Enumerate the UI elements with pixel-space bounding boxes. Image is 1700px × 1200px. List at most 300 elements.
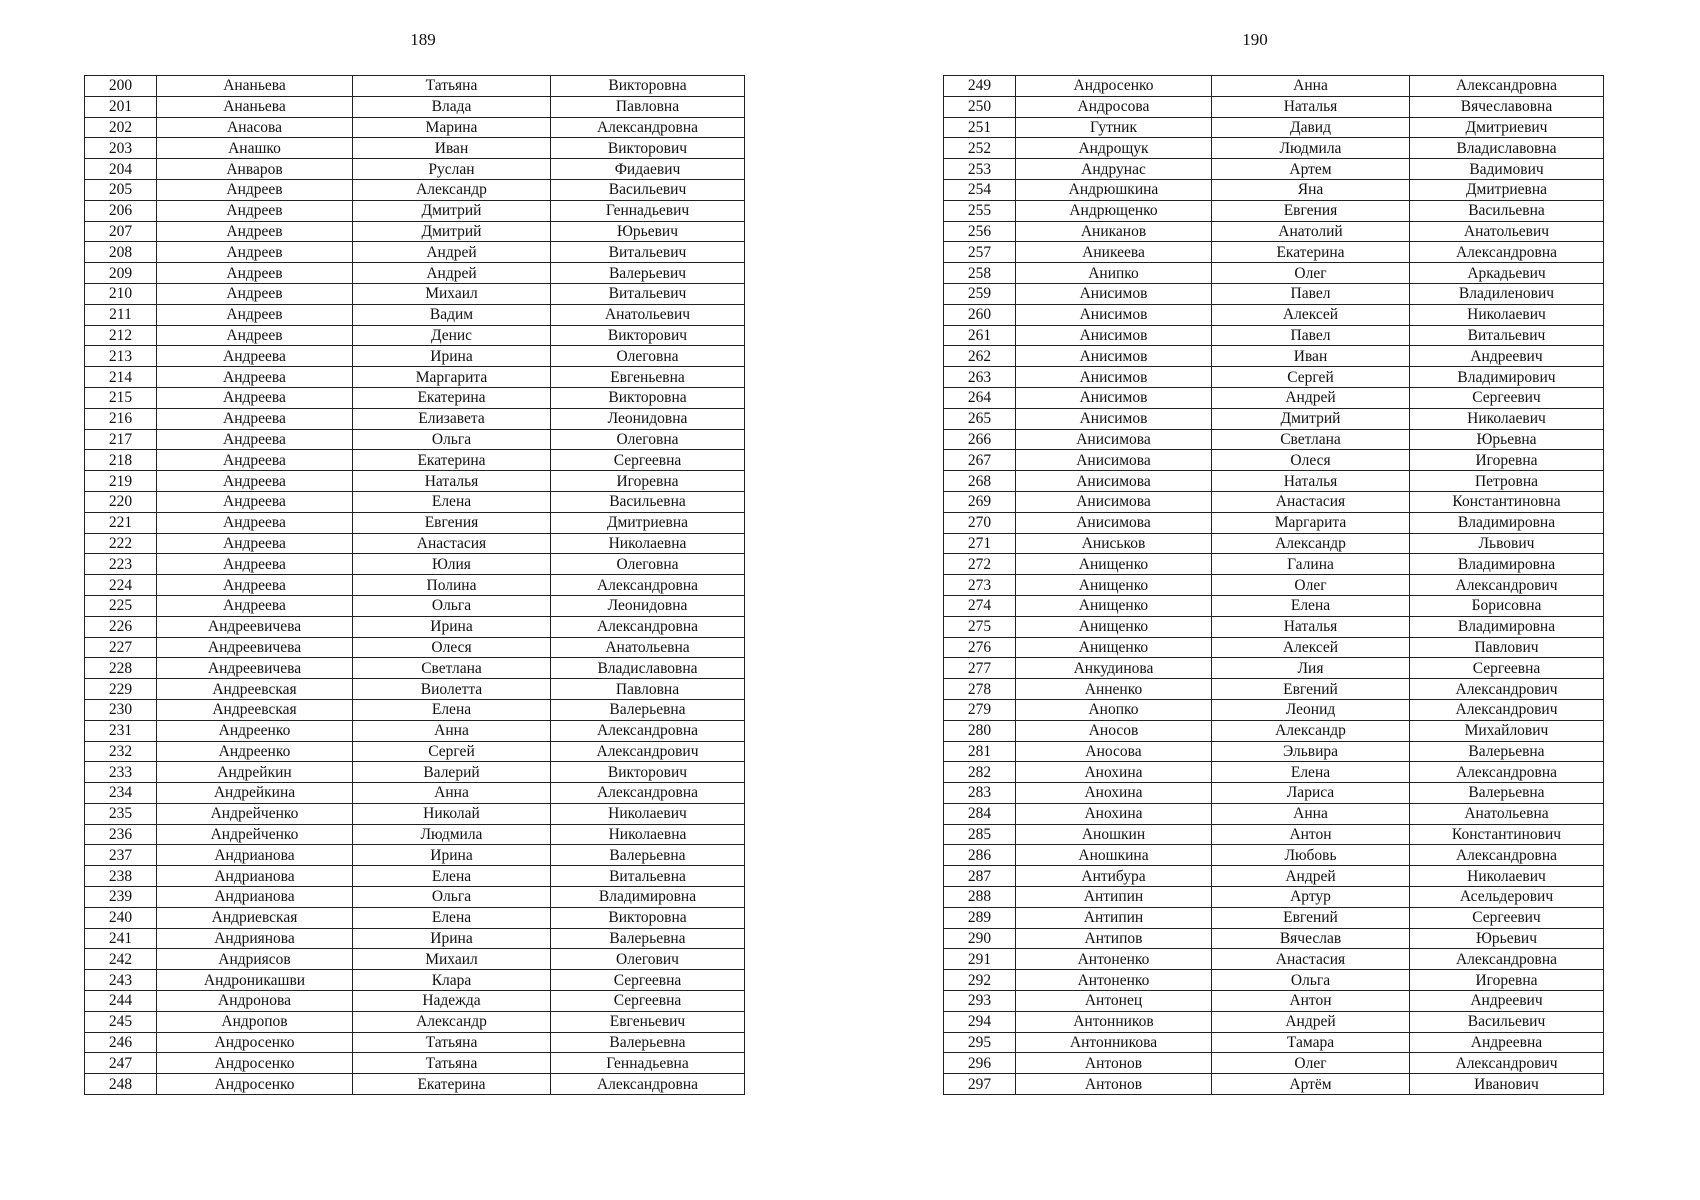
surname-cell: Андрейченко	[157, 824, 353, 845]
surname-cell: Андропов	[157, 1011, 353, 1032]
table-row	[85, 96, 745, 117]
first-name-cell: Анастасия	[1212, 949, 1410, 970]
first-name-cell: Анастасия	[353, 533, 551, 554]
row-number-cell: 278	[944, 679, 1016, 700]
row-number-cell: 236	[85, 824, 157, 845]
table-row	[944, 595, 1604, 616]
patronymic-cell: Владиславовна	[551, 658, 745, 679]
table-row	[85, 949, 745, 970]
surname-cell: Антипин	[1016, 907, 1212, 928]
patronymic-cell: Викторович	[551, 325, 745, 346]
patronymic-cell: Аркадьевич	[1410, 263, 1604, 284]
surname-cell: Анищенко	[1016, 616, 1212, 637]
first-name-cell: Елена	[353, 907, 551, 928]
row-number-cell: 244	[85, 991, 157, 1012]
table-row	[944, 803, 1604, 824]
surname-cell: Андреева	[157, 471, 353, 492]
surname-cell: Андреевичева	[157, 637, 353, 658]
table-row	[85, 720, 745, 741]
first-name-cell: Вячеслав	[1212, 928, 1410, 949]
row-number-cell: 234	[85, 783, 157, 804]
patronymic-cell: Николаевна	[551, 533, 745, 554]
patronymic-cell: Игоревна	[551, 471, 745, 492]
surname-cell: Андреев	[157, 242, 353, 263]
table-row	[944, 637, 1604, 658]
table-row	[85, 991, 745, 1012]
patronymic-cell: Дмитриевич	[1410, 117, 1604, 138]
patronymic-cell: Александровна	[551, 783, 745, 804]
table-row	[944, 491, 1604, 512]
patronymic-cell: Васильевна	[551, 491, 745, 512]
first-name-cell: Екатерина	[353, 450, 551, 471]
surname-cell: Андреев	[157, 304, 353, 325]
row-number-cell: 243	[85, 970, 157, 991]
surname-cell: Андреев	[157, 283, 353, 304]
surname-cell: Андрунас	[1016, 159, 1212, 180]
patronymic-cell: Петровна	[1410, 471, 1604, 492]
table-row	[944, 533, 1604, 554]
surname-cell: Анашко	[157, 138, 353, 159]
patronymic-cell: Валерьевна	[1410, 783, 1604, 804]
first-name-cell: Наталья	[353, 471, 551, 492]
first-name-cell: Яна	[1212, 179, 1410, 200]
patronymic-cell: Витальевич	[1410, 325, 1604, 346]
row-number-cell: 224	[85, 575, 157, 596]
first-name-cell: Светлана	[1212, 429, 1410, 450]
first-name-cell: Ольга	[353, 887, 551, 908]
row-number-cell: 254	[944, 179, 1016, 200]
patronymic-cell: Сергеевна	[551, 991, 745, 1012]
first-name-cell: Дмитрий	[353, 221, 551, 242]
patronymic-cell: Валерьевна	[551, 845, 745, 866]
first-name-cell: Екатерина	[353, 387, 551, 408]
row-number-cell: 220	[85, 491, 157, 512]
table-row	[944, 221, 1604, 242]
first-name-cell: Надежда	[353, 991, 551, 1012]
patronymic-cell: Николаевич	[1410, 866, 1604, 887]
table-row	[944, 387, 1604, 408]
surname-cell: Анненко	[1016, 679, 1212, 700]
first-name-cell: Иван	[1212, 346, 1410, 367]
table-row	[944, 824, 1604, 845]
patronymic-cell: Владиславовна	[1410, 138, 1604, 159]
row-number-cell: 228	[85, 658, 157, 679]
row-number-cell: 286	[944, 845, 1016, 866]
surname-cell: Анисимов	[1016, 283, 1212, 304]
row-number-cell: 290	[944, 928, 1016, 949]
table-row	[85, 824, 745, 845]
row-number-cell: 264	[944, 387, 1016, 408]
surname-cell: Антонников	[1016, 1011, 1212, 1032]
table-row	[944, 1053, 1604, 1074]
table-row	[944, 866, 1604, 887]
patronymic-cell: Андреевна	[1410, 1032, 1604, 1053]
patronymic-cell: Анатольевна	[1410, 803, 1604, 824]
patronymic-cell: Игоревна	[1410, 970, 1604, 991]
row-number-cell: 222	[85, 533, 157, 554]
first-name-cell: Артём	[1212, 1074, 1410, 1095]
first-name-cell: Александр	[1212, 720, 1410, 741]
first-name-cell: Александр	[1212, 533, 1410, 554]
patronymic-cell: Сергеевич	[1410, 907, 1604, 928]
surname-cell: Антоненко	[1016, 970, 1212, 991]
row-number-cell: 289	[944, 907, 1016, 928]
table-row	[944, 1074, 1604, 1095]
row-number-cell: 227	[85, 637, 157, 658]
row-number-cell: 215	[85, 387, 157, 408]
row-number-cell: 257	[944, 242, 1016, 263]
row-number-cell: 265	[944, 408, 1016, 429]
patronymic-cell: Владимировна	[1410, 512, 1604, 533]
first-name-cell: Олег	[1212, 575, 1410, 596]
table-row	[944, 138, 1604, 159]
first-name-cell: Дмитрий	[353, 200, 551, 221]
row-number-cell: 204	[85, 159, 157, 180]
first-name-cell: Любовь	[1212, 845, 1410, 866]
row-number-cell: 287	[944, 866, 1016, 887]
table-row	[944, 907, 1604, 928]
first-name-cell: Андрей	[353, 263, 551, 284]
first-name-cell: Алексей	[1212, 304, 1410, 325]
table-row	[85, 450, 745, 471]
row-number-cell: 270	[944, 512, 1016, 533]
first-name-cell: Анна	[1212, 76, 1410, 97]
table-row	[85, 887, 745, 908]
surname-cell: Андреева	[157, 429, 353, 450]
row-number-cell: 261	[944, 325, 1016, 346]
first-name-cell: Ирина	[353, 928, 551, 949]
surname-cell: Аношкин	[1016, 824, 1212, 845]
patronymic-cell: Васильевич	[551, 179, 745, 200]
table-row	[944, 200, 1604, 221]
patronymic-cell: Валерьевич	[551, 263, 745, 284]
surname-cell: Антонникова	[1016, 1032, 1212, 1053]
patronymic-cell: Викторович	[551, 138, 745, 159]
surname-cell: Андросенко	[157, 1053, 353, 1074]
row-number-cell: 249	[944, 76, 1016, 97]
patronymic-cell: Юрьевич	[551, 221, 745, 242]
first-name-cell: Маргарита	[353, 367, 551, 388]
first-name-cell: Галина	[1212, 554, 1410, 575]
patronymic-cell: Дмитриевна	[1410, 179, 1604, 200]
row-number-cell: 262	[944, 346, 1016, 367]
row-number-cell: 218	[85, 450, 157, 471]
surname-cell: Антибура	[1016, 866, 1212, 887]
table-row	[85, 554, 745, 575]
first-name-cell: Павел	[1212, 325, 1410, 346]
first-name-cell: Евгений	[1212, 907, 1410, 928]
table-row	[85, 1053, 745, 1074]
row-number-cell: 219	[85, 471, 157, 492]
surname-cell: Андреева	[157, 595, 353, 616]
row-number-cell: 237	[85, 845, 157, 866]
surname-cell: Андриясов	[157, 949, 353, 970]
first-name-cell: Евгения	[353, 512, 551, 533]
table-row	[944, 887, 1604, 908]
surname-cell: Андреева	[157, 387, 353, 408]
row-number-cell: 201	[85, 96, 157, 117]
table-row	[944, 554, 1604, 575]
surname-cell: Анисимов	[1016, 408, 1212, 429]
table-row	[85, 595, 745, 616]
first-name-cell: Наталья	[1212, 471, 1410, 492]
patronymic-cell: Юрьевна	[1410, 429, 1604, 450]
patronymic-cell: Александровна	[551, 575, 745, 596]
row-number-cell: 263	[944, 367, 1016, 388]
surname-cell: Анисимов	[1016, 367, 1212, 388]
table-row	[944, 928, 1604, 949]
row-number-cell: 231	[85, 720, 157, 741]
row-number-cell: 240	[85, 907, 157, 928]
patronymic-cell: Владиленович	[1410, 283, 1604, 304]
row-number-cell: 214	[85, 367, 157, 388]
row-number-cell: 247	[85, 1053, 157, 1074]
first-name-cell: Олег	[1212, 263, 1410, 284]
first-name-cell: Юлия	[353, 554, 551, 575]
patronymic-cell: Олеговна	[551, 346, 745, 367]
patronymic-cell: Борисовна	[1410, 595, 1604, 616]
patronymic-cell: Витальевич	[551, 283, 745, 304]
table-row	[944, 304, 1604, 325]
surname-cell: Андрианова	[157, 866, 353, 887]
table-row	[85, 575, 745, 596]
table-row	[85, 325, 745, 346]
first-name-cell: Артем	[1212, 159, 1410, 180]
row-number-cell: 288	[944, 887, 1016, 908]
row-number-cell: 276	[944, 637, 1016, 658]
surname-cell: Анисимова	[1016, 512, 1212, 533]
table-row	[85, 741, 745, 762]
table-row	[944, 76, 1604, 97]
surname-cell: Анисимов	[1016, 325, 1212, 346]
patronymic-cell: Витальевич	[551, 242, 745, 263]
row-number-cell: 274	[944, 595, 1016, 616]
surname-cell: Анищенко	[1016, 637, 1212, 658]
table-row	[944, 1011, 1604, 1032]
table-row	[85, 658, 745, 679]
surname-cell: Андросова	[1016, 96, 1212, 117]
patronymic-cell: Львович	[1410, 533, 1604, 554]
first-name-cell: Татьяна	[353, 76, 551, 97]
first-name-cell: Лия	[1212, 658, 1410, 679]
patronymic-cell: Александровна	[1410, 242, 1604, 263]
row-number-cell: 267	[944, 450, 1016, 471]
first-name-cell: Влада	[353, 96, 551, 117]
surname-cell: Анисимов	[1016, 387, 1212, 408]
name-register-table	[943, 75, 1604, 1095]
first-name-cell: Леонид	[1212, 699, 1410, 720]
table-row	[85, 679, 745, 700]
surname-cell: Антонов	[1016, 1053, 1212, 1074]
row-number-cell: 235	[85, 803, 157, 824]
first-name-cell: Олеся	[353, 637, 551, 658]
table-row	[944, 450, 1604, 471]
patronymic-cell: Александрович	[1410, 1053, 1604, 1074]
row-number-cell: 250	[944, 96, 1016, 117]
table-row	[85, 803, 745, 824]
first-name-cell: Михаил	[353, 949, 551, 970]
surname-cell: Анищенко	[1016, 575, 1212, 596]
table-row	[944, 512, 1604, 533]
patronymic-cell: Николаевич	[551, 803, 745, 824]
row-number-cell: 217	[85, 429, 157, 450]
first-name-cell: Елена	[353, 699, 551, 720]
first-name-cell: Ольга	[353, 429, 551, 450]
surname-cell: Андросенко	[157, 1032, 353, 1053]
patronymic-cell: Сергеевна	[1410, 658, 1604, 679]
table-row	[944, 658, 1604, 679]
first-name-cell: Марина	[353, 117, 551, 138]
patronymic-cell: Александровна	[551, 616, 745, 637]
name-register-table	[84, 75, 745, 1095]
first-name-cell: Павел	[1212, 283, 1410, 304]
table-row	[85, 471, 745, 492]
row-number-cell: 203	[85, 138, 157, 159]
row-number-cell: 242	[85, 949, 157, 970]
table-row	[944, 970, 1604, 991]
patronymic-cell: Викторовна	[551, 76, 745, 97]
first-name-cell: Сергей	[353, 741, 551, 762]
patronymic-cell: Сергеевна	[551, 970, 745, 991]
patronymic-cell: Михайлович	[1410, 720, 1604, 741]
row-number-cell: 251	[944, 117, 1016, 138]
table-row	[944, 96, 1604, 117]
surname-cell: Андреева	[157, 491, 353, 512]
row-number-cell: 281	[944, 741, 1016, 762]
patronymic-cell: Викторовна	[551, 907, 745, 928]
row-number-cell: 229	[85, 679, 157, 700]
surname-cell: Андреев	[157, 263, 353, 284]
patronymic-cell: Олеговна	[551, 429, 745, 450]
surname-cell: Андрейкина	[157, 783, 353, 804]
surname-cell: Анисимова	[1016, 471, 1212, 492]
surname-cell: Аносова	[1016, 741, 1212, 762]
row-number-cell: 213	[85, 346, 157, 367]
row-number-cell: 226	[85, 616, 157, 637]
surname-cell: Андреева	[157, 554, 353, 575]
surname-cell: Андросенко	[157, 1074, 353, 1095]
patronymic-cell: Юрьевич	[1410, 928, 1604, 949]
table-body	[85, 76, 745, 1095]
patronymic-cell: Александровна	[551, 1074, 745, 1095]
row-number-cell: 292	[944, 970, 1016, 991]
table-row	[85, 408, 745, 429]
row-number-cell: 253	[944, 159, 1016, 180]
first-name-cell: Елена	[1212, 762, 1410, 783]
patronymic-cell: Евгеньевна	[551, 367, 745, 388]
row-number-cell: 238	[85, 866, 157, 887]
table-row	[944, 346, 1604, 367]
first-name-cell: Екатерина	[353, 1074, 551, 1095]
table-row	[85, 637, 745, 658]
first-name-cell: Сергей	[1212, 367, 1410, 388]
surname-cell: Антоненко	[1016, 949, 1212, 970]
patronymic-cell: Павлович	[1410, 637, 1604, 658]
table-row	[85, 699, 745, 720]
table-row	[944, 471, 1604, 492]
first-name-cell: Ирина	[353, 346, 551, 367]
row-number-cell: 207	[85, 221, 157, 242]
surname-cell: Анищенко	[1016, 554, 1212, 575]
row-number-cell: 200	[85, 76, 157, 97]
patronymic-cell: Дмитриевна	[551, 512, 745, 533]
row-number-cell: 252	[944, 138, 1016, 159]
patronymic-cell: Игоревна	[1410, 450, 1604, 471]
first-name-cell: Вадим	[353, 304, 551, 325]
surname-cell: Андроникашви	[157, 970, 353, 991]
surname-cell: Анисимова	[1016, 429, 1212, 450]
table-row	[944, 783, 1604, 804]
surname-cell: Антипов	[1016, 928, 1212, 949]
patronymic-cell: Асельдерович	[1410, 887, 1604, 908]
surname-cell: Андреенко	[157, 741, 353, 762]
first-name-cell: Ольга	[353, 595, 551, 616]
patronymic-cell: Николаевна	[551, 824, 745, 845]
patronymic-cell: Леонидовна	[551, 595, 745, 616]
table-row	[85, 429, 745, 450]
first-name-cell: Алексей	[1212, 637, 1410, 658]
patronymic-cell: Андреевич	[1410, 991, 1604, 1012]
first-name-cell: Тамара	[1212, 1032, 1410, 1053]
row-number-cell: 272	[944, 554, 1016, 575]
patronymic-cell: Константинович	[1410, 824, 1604, 845]
surname-cell: Андреева	[157, 512, 353, 533]
patronymic-cell: Геннадьевна	[551, 1053, 745, 1074]
first-name-cell: Светлана	[353, 658, 551, 679]
table-row	[944, 575, 1604, 596]
patronymic-cell: Валерьевна	[551, 928, 745, 949]
row-number-cell: 294	[944, 1011, 1016, 1032]
first-name-cell: Давид	[1212, 117, 1410, 138]
row-number-cell: 248	[85, 1074, 157, 1095]
row-number-cell: 246	[85, 1032, 157, 1053]
patronymic-cell: Александровна	[1410, 76, 1604, 97]
surname-cell: Антипин	[1016, 887, 1212, 908]
surname-cell: Андреева	[157, 367, 353, 388]
row-number-cell: 223	[85, 554, 157, 575]
first-name-cell: Клара	[353, 970, 551, 991]
table-row	[85, 76, 745, 97]
row-number-cell: 275	[944, 616, 1016, 637]
surname-cell: Аниськов	[1016, 533, 1212, 554]
table-row	[944, 263, 1604, 284]
surname-cell: Анваров	[157, 159, 353, 180]
table-row	[85, 928, 745, 949]
patronymic-cell: Александровна	[551, 117, 745, 138]
row-number-cell: 271	[944, 533, 1016, 554]
first-name-cell: Анастасия	[1212, 491, 1410, 512]
row-number-cell: 241	[85, 928, 157, 949]
surname-cell: Ананьева	[157, 76, 353, 97]
patronymic-cell: Андреевич	[1410, 346, 1604, 367]
surname-cell: Анисимова	[1016, 450, 1212, 471]
patronymic-cell: Александрович	[551, 741, 745, 762]
surname-cell: Ананьева	[157, 96, 353, 117]
table-row	[85, 491, 745, 512]
patronymic-cell: Валерьевна	[551, 699, 745, 720]
first-name-cell: Александр	[353, 179, 551, 200]
row-number-cell: 239	[85, 887, 157, 908]
patronymic-cell: Олеговна	[551, 554, 745, 575]
patronymic-cell: Александрович	[1410, 679, 1604, 700]
first-name-cell: Евгения	[1212, 200, 1410, 221]
row-number-cell: 255	[944, 200, 1016, 221]
table-row	[85, 845, 745, 866]
patronymic-cell: Александровна	[551, 720, 745, 741]
first-name-cell: Анна	[353, 720, 551, 741]
first-name-cell: Эльвира	[1212, 741, 1410, 762]
patronymic-cell: Леонидовна	[551, 408, 745, 429]
